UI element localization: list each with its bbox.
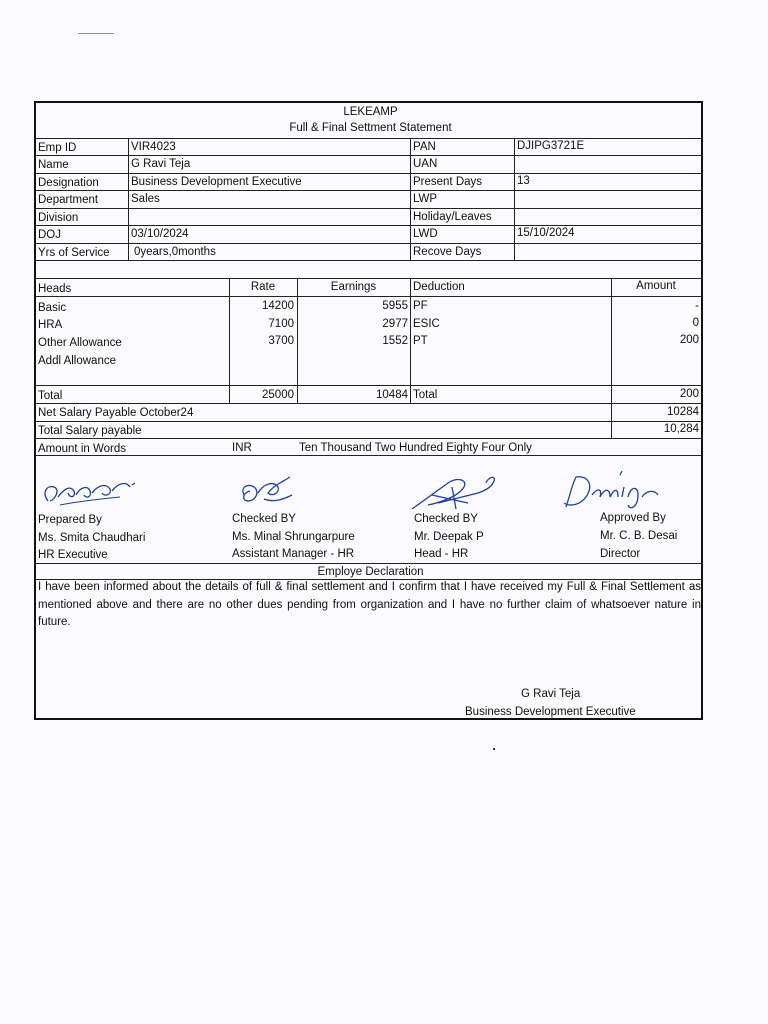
signature-approved-by	[558, 467, 668, 515]
row-hra-earnings: 2977	[382, 318, 408, 330]
rule	[410, 138, 411, 260]
emp-id-label: Emp ID	[38, 142, 77, 154]
rule	[36, 138, 701, 139]
amount-words-value: Ten Thousand Two Hundred Eighty Four Only	[299, 442, 532, 454]
name-label: Name	[38, 159, 69, 171]
row-basic-rate: 14200	[262, 300, 294, 312]
rule	[36, 421, 701, 422]
checked-by-1-role: Checked BY	[232, 513, 296, 525]
net-salary-label: Net Salary Payable October24	[38, 407, 194, 419]
prepared-by-title: HR Executive	[38, 549, 108, 561]
prepared-by-role: Prepared By	[38, 514, 102, 526]
doj-label: DOJ	[38, 229, 61, 241]
lwd-label: LWD	[413, 228, 438, 240]
rule	[36, 260, 701, 261]
designation-label: Designation	[38, 177, 99, 189]
amount-words-label: Amount in Words	[38, 443, 126, 455]
deduction-total-value: 200	[679, 388, 699, 400]
row-basic-earnings: 5955	[382, 300, 408, 312]
prepared-by-name: Ms. Smita Chaudhari	[38, 532, 146, 544]
row-hra-deduction: ESIC	[413, 318, 440, 330]
rule	[36, 278, 701, 279]
rule	[36, 403, 701, 404]
approved-by-name: Mr. C. B. Desai	[600, 530, 678, 542]
present-days-label: Present Days	[413, 176, 483, 188]
rate-header: Rate	[250, 281, 276, 293]
row-other-deduction: PT	[413, 335, 428, 347]
department-value: Sales	[131, 193, 160, 205]
lwd-value: 15/10/2024	[517, 227, 575, 239]
checked-by-2-name: Mr. Deepak P	[414, 531, 484, 543]
signature-checked-by-2	[408, 473, 508, 517]
rule	[36, 155, 701, 156]
rule	[128, 138, 129, 260]
earnings-header: Earnings	[330, 281, 377, 293]
doj-value: 03/10/2024	[131, 228, 189, 240]
approved-by-role: Approved By	[600, 512, 666, 524]
total-rate: 25000	[262, 389, 294, 401]
total-payable-label: Total Salary payable	[38, 425, 142, 437]
total-payable-value: 10,284	[663, 423, 699, 435]
row-addl-head: Addl Allowance	[38, 355, 116, 367]
emp-id-value: VIR4023	[131, 141, 176, 153]
scan-mark	[78, 33, 114, 34]
pan-label: PAN	[413, 141, 436, 153]
net-salary-value: 10284	[667, 406, 699, 418]
total-earnings: 10484	[376, 389, 408, 401]
currency: INR	[232, 442, 252, 454]
rule	[36, 243, 701, 244]
service-label: Yrs of Service	[38, 247, 110, 259]
deduction-total-label: Total	[413, 389, 438, 401]
declaration-heading: Employe Declaration	[317, 566, 424, 578]
deduction-header: Deduction	[413, 281, 465, 293]
row-other-rate: 3700	[268, 335, 294, 347]
rule	[36, 455, 701, 456]
service-value: 0years,0months	[134, 246, 216, 258]
declarant-designation: Business Development Executive	[465, 706, 636, 718]
approved-by-title: Director	[600, 548, 641, 560]
row-basic-deduction: PF	[413, 300, 428, 312]
row-hra-amount: 0	[692, 317, 699, 329]
heads-header: Heads	[38, 283, 72, 295]
designation-value: Business Development Executive	[131, 176, 302, 188]
signature-checked-by-1	[234, 473, 304, 513]
holiday-label: Holiday/Leaves	[413, 211, 492, 223]
declaration-text: I have been informed about the details of full & final settlement and I confirm that I have received my Full & Final Settlement as mentioned above and there are no other dues pending from organization and I have no further claim of whatsoever nature in future.	[38, 581, 701, 628]
statement-title: Full & Final Settment Statement	[289, 122, 452, 134]
settlement-document	[34, 101, 703, 720]
amount-header: Amount	[636, 280, 676, 292]
row-basic-amount: -	[695, 300, 699, 312]
rule	[36, 438, 701, 439]
rule	[36, 563, 701, 564]
rule	[36, 173, 701, 174]
present-days-value: 13	[517, 175, 530, 187]
row-basic-head: Basic	[38, 302, 67, 314]
checked-by-2-title: Head - HR	[414, 548, 469, 560]
declarant-name: G Ravi Teja	[521, 688, 581, 700]
row-other-earnings: 1552	[382, 335, 408, 347]
name-value: G Ravi Teja	[131, 158, 191, 170]
row-hra-head: HRA	[38, 319, 63, 331]
rule	[36, 190, 701, 191]
checked-by-1-title: Assistant Manager - HR	[232, 548, 355, 560]
recove-days-label: Recove Days	[413, 246, 482, 258]
rule	[514, 138, 515, 260]
rule	[410, 278, 411, 403]
department-label: Department	[38, 194, 99, 206]
rule	[36, 385, 701, 386]
row-hra-rate: 7100	[268, 318, 294, 330]
checked-by-1-name: Ms. Minal Shrungarpure	[232, 531, 355, 543]
row-other-head: Other Allowance	[38, 337, 122, 349]
division-label: Division	[38, 212, 79, 224]
rule	[36, 225, 701, 226]
scan-dot	[493, 748, 495, 750]
signature-prepared-by	[40, 471, 140, 511]
checked-by-2-role: Checked BY	[414, 513, 478, 525]
rule	[36, 296, 701, 297]
company-name: LEKEAMP	[343, 106, 398, 118]
pan-value: DJIPG3721E	[517, 140, 585, 152]
row-other-amount: 200	[679, 334, 699, 346]
lwp-label: LWP	[413, 193, 438, 205]
total-label: Total	[38, 390, 63, 402]
uan-label: UAN	[413, 158, 438, 170]
rule	[36, 208, 701, 209]
